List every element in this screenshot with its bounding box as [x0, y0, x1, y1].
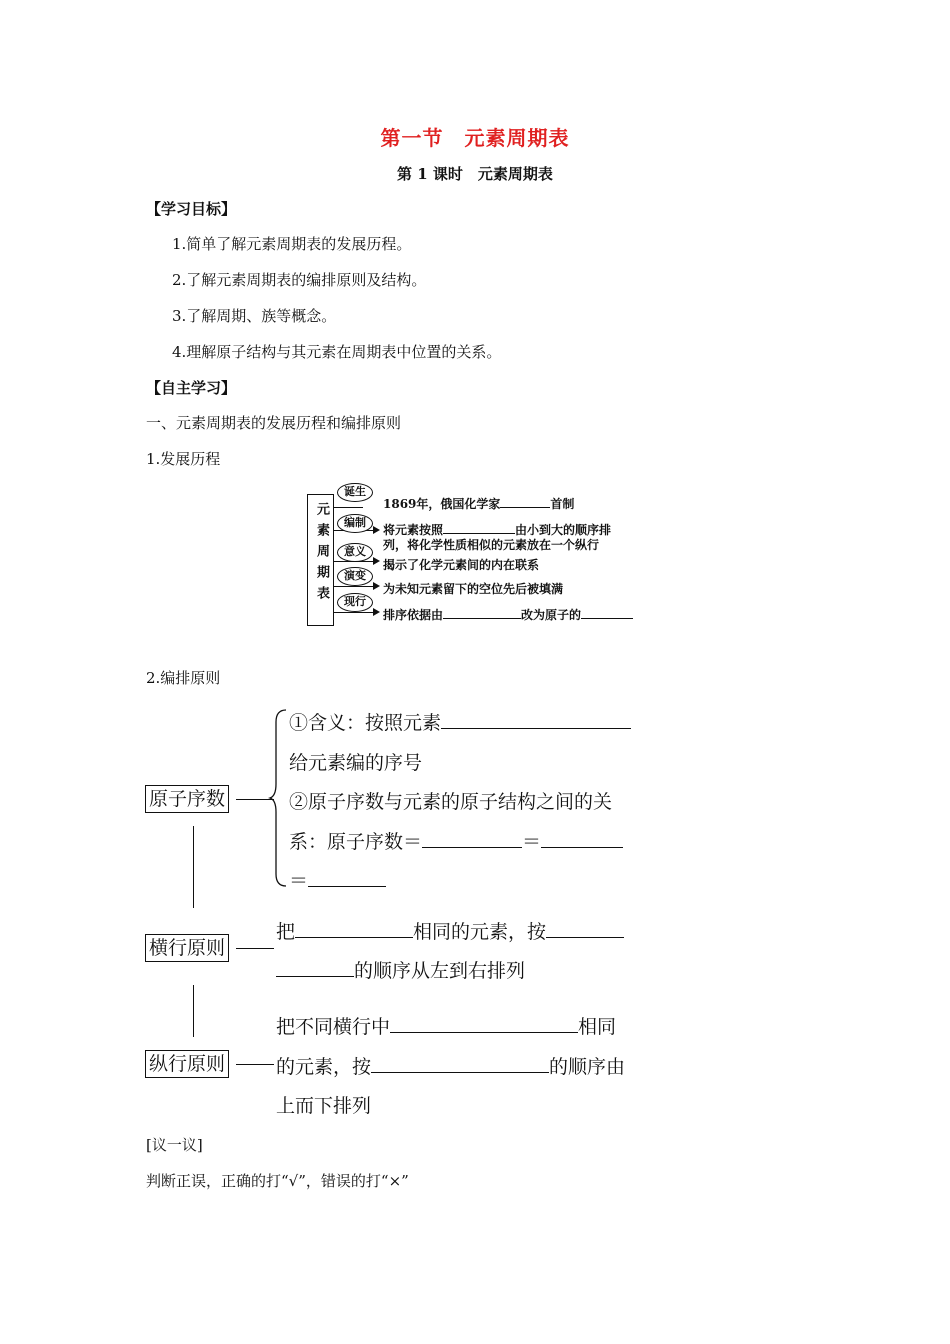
column-rule-box: 纵行原则 [145, 1050, 229, 1078]
self-study-heading: 【自主学习】 [146, 379, 237, 397]
connector-line [333, 507, 363, 508]
connector-line [193, 985, 194, 1037]
subsection-heading: 1.发展历程 [146, 450, 221, 468]
stage-text: 将元素按照 [383, 523, 444, 537]
text: ＝ [522, 831, 542, 853]
text: 的顺序由 [549, 1056, 626, 1078]
text: 系：原子序数＝ [289, 831, 423, 853]
atomic-number-line5 [289, 866, 386, 893]
text: 相同 [578, 1016, 617, 1038]
fill-blank[interactable] [308, 885, 386, 887]
objective-item: 3.了解周期、族等概念。 [172, 307, 337, 325]
connector-line [333, 612, 373, 613]
atomic-number-line3: ②原子序数与元素的原子结构之间的关 [289, 791, 613, 813]
row-rule-line1 [276, 917, 624, 944]
column-rule-line2 [276, 1052, 625, 1079]
connector-line [236, 948, 274, 949]
brace-icon [268, 708, 290, 888]
fill-blank[interactable] [422, 846, 522, 848]
stage-text: 1869年，俄国化学家 [383, 497, 501, 511]
text: 把 [276, 921, 296, 943]
objective-item: 2.了解元素周期表的编排原则及结构。 [172, 271, 427, 289]
text: 的元素，按 [276, 1056, 372, 1078]
fill-blank[interactable] [371, 1071, 549, 1073]
stage-text: 首制 [550, 497, 575, 511]
stage-text: 改为原子的 [521, 608, 582, 622]
text: ＝ [289, 870, 309, 892]
stage-text: 排序依据由 [383, 608, 444, 622]
atomic-number-line1 [289, 708, 631, 735]
discussion-heading: [议一议] [146, 1136, 203, 1154]
page-title: 第一节 元素周期表 [380, 126, 570, 150]
fill-blank[interactable] [500, 506, 550, 508]
stage-tag-evolution: 演变 [337, 567, 373, 586]
connector-line [333, 586, 373, 587]
connector-line [236, 799, 274, 800]
fill-blank[interactable] [581, 617, 633, 619]
discussion-prompt: 判断正误，正确的打“√”，错误的打“×” [146, 1172, 409, 1190]
text: ①含义：按照元素 [289, 712, 442, 734]
fill-blank[interactable] [390, 1031, 578, 1033]
objective-item: 1.简单了解元素周期表的发展历程。 [172, 235, 412, 253]
subsection-heading: 2.编排原则 [146, 669, 221, 687]
stage-text-birth [383, 495, 574, 512]
objectives-heading: 【学习目标】 [146, 200, 237, 218]
arrow-head [373, 608, 380, 616]
stage-tag-compile: 编制 [337, 514, 373, 533]
atomic-number-line4 [289, 827, 623, 854]
text: 相同的元素，按 [413, 921, 547, 943]
stage-text-evolution: 为未知元素留下的空位先后被填满 [383, 582, 564, 596]
fill-blank[interactable] [541, 846, 623, 848]
stage-text: 由小到大的顺序排 [515, 523, 612, 537]
fill-blank[interactable] [276, 975, 354, 977]
section-heading: 一、元素周期表的发展历程和编排原则 [146, 414, 402, 432]
stage-tag-meaning: 意义 [337, 543, 373, 562]
column-rule-line3: 上而下排列 [276, 1095, 372, 1117]
column-rule-line1 [276, 1012, 616, 1039]
fill-blank[interactable] [443, 532, 515, 534]
fill-blank[interactable] [443, 617, 521, 619]
fill-blank[interactable] [441, 727, 631, 729]
fill-blank[interactable] [546, 936, 624, 938]
stage-text-compile-cont: 列，将化学性质相似的元素放在一个纵行 [383, 538, 600, 552]
objective-item: 4.理解原子结构与其元素在周期表中位置的关系。 [172, 343, 502, 361]
page-subtitle: 第 1 课时 元素周期表 [397, 165, 553, 183]
stage-text-meaning: 揭示了化学元素间的内在联系 [383, 558, 540, 572]
arrow-head [373, 557, 380, 565]
row-rule-box: 横行原则 [145, 934, 229, 962]
connector-line [236, 1064, 274, 1065]
arrow-head [373, 582, 380, 590]
timeline-root-label: 元素周期表 [314, 502, 329, 607]
text: 的顺序从左到右排列 [354, 960, 526, 982]
row-rule-line2 [276, 956, 525, 983]
stage-tag-current: 现行 [337, 593, 373, 612]
atomic-number-line2: 给元素编的序号 [289, 752, 423, 774]
connector-line [193, 826, 194, 908]
arrow-head [373, 526, 380, 534]
atomic-number-box: 原子序数 [145, 785, 229, 813]
fill-blank[interactable] [295, 936, 413, 938]
text: 把不同横行中 [276, 1016, 391, 1038]
stage-tag-birth: 诞生 [337, 483, 373, 502]
stage-text-current [383, 606, 633, 623]
